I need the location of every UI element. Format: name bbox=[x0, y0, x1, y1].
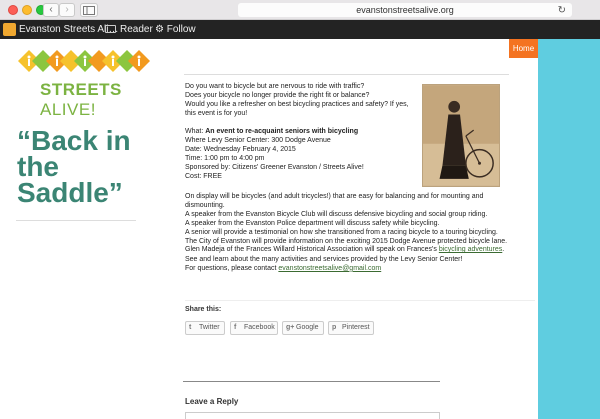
close-window-button[interactable] bbox=[8, 5, 18, 15]
detail-line: A speaker from the Evanston Bicycle Club will discuss defensive bicycling and social group riding. bbox=[185, 210, 488, 218]
event-cost: Cost: FREE bbox=[185, 172, 222, 180]
follow-button[interactable] bbox=[155, 24, 196, 35]
home-menu-button[interactable]: Home bbox=[509, 39, 538, 58]
detail-line: Glen Madeja of the Frances Willard Historical Association will speak on Frances's bicycling adventures. bbox=[185, 246, 505, 254]
logo-wordmark: STREETS ALIVE! bbox=[40, 80, 122, 119]
event-sponsor: Sponsored by: Citizens' Greener Evanston / Streets Alive! bbox=[185, 163, 364, 171]
browser-titlebar bbox=[0, 0, 600, 20]
comment-textarea[interactable] bbox=[185, 412, 440, 419]
share-facebook-button[interactable]: f Facebook bbox=[230, 321, 278, 335]
share-google-button[interactable]: g+ Google bbox=[282, 321, 324, 335]
event-date: Date: Wednesday February 4, 2015 bbox=[185, 145, 296, 153]
url-text: evanstonstreetsalive.org bbox=[356, 5, 454, 15]
content-divider bbox=[184, 74, 509, 75]
site-title-link[interactable]: Evanston Streets Ali… bbox=[19, 24, 119, 35]
contact-line: For questions, please contact evanstonstreetsalive@gmail.com bbox=[185, 264, 382, 272]
share-heading: Share this: bbox=[185, 306, 222, 313]
google-plus-icon: g+ bbox=[286, 324, 295, 331]
contact-paragraph bbox=[185, 256, 525, 274]
post-title: “Back in the Saddle” bbox=[17, 125, 131, 208]
comments-divider bbox=[183, 381, 440, 382]
leave-reply-heading: Leave a Reply bbox=[185, 397, 239, 406]
intro-line: Does your bicycle no longer provide the right fit or balance? bbox=[185, 91, 370, 99]
detail-line: The City of Evanston will provide information on the exciting 2015 Dodge Avenue protected bicycle lane. bbox=[185, 237, 508, 245]
intro-line: this event is for you! bbox=[185, 109, 248, 117]
follow-icon: ⚙ bbox=[155, 24, 167, 35]
display-details bbox=[185, 193, 525, 255]
sidebar-divider bbox=[16, 220, 136, 221]
site-logo[interactable] bbox=[18, 50, 150, 119]
detail-line: A speaker from the Evanston Police department will discuss safety while bicycling. bbox=[185, 219, 440, 227]
detail-line: A senior will provide a testimonial on how she transitioned from a racing bicycle to a touring bicycling. bbox=[185, 228, 498, 236]
contact-email-link[interactable]: evanstonstreetsalive@gmail.com bbox=[278, 264, 382, 272]
reader-button[interactable] bbox=[105, 24, 153, 35]
reader-icon bbox=[105, 25, 116, 33]
share-divider bbox=[185, 300, 535, 301]
reload-icon[interactable]: ↻ bbox=[557, 5, 566, 16]
intro-paragraph bbox=[185, 83, 415, 119]
forward-button[interactable] bbox=[59, 3, 75, 17]
back-button[interactable] bbox=[43, 3, 59, 17]
pinterest-icon: p bbox=[332, 324, 337, 331]
vintage-bicycle-photo bbox=[422, 84, 500, 187]
follow-label: Follow bbox=[166, 24, 196, 35]
event-what: What: An event to re-acquaint seniors with bicycling bbox=[185, 128, 359, 135]
share-twitter-button[interactable]: t Twitter bbox=[185, 321, 225, 335]
sidebar-toggle-button[interactable] bbox=[80, 3, 98, 17]
address-bar[interactable] bbox=[238, 3, 572, 17]
logo-figures-icon bbox=[18, 50, 150, 72]
intro-line: Do you want to bicycle but are nervous to ride with traffic? bbox=[185, 83, 365, 90]
bicycling-adventures-link[interactable]: bicycling adventures bbox=[438, 246, 503, 254]
sidebar-icon bbox=[83, 6, 95, 15]
event-time: Time: 1:00 pm to 4:00 pm bbox=[185, 154, 265, 162]
site-favicon-icon bbox=[3, 23, 16, 36]
learn-more-line: See and learn about the many activities and services provided by the Levy Senior Center! bbox=[185, 256, 463, 263]
intro-line: Would you like a refresher on best bicycling practices and safety? If yes, bbox=[185, 100, 409, 108]
detail-line: On display will be bicycles (and adult tricycles!) that are easy for balancing and for mounting and dismounting. bbox=[185, 193, 484, 209]
twitter-icon: t bbox=[189, 324, 192, 331]
event-details bbox=[185, 128, 415, 181]
site-toolbar bbox=[0, 20, 600, 39]
reader-label: Reader bbox=[120, 24, 153, 35]
right-color-strip bbox=[538, 39, 600, 419]
event-where: Where Levy Senior Center: 300 Dodge Avenue bbox=[185, 136, 331, 144]
chevron-right-icon: › bbox=[65, 4, 69, 15]
facebook-icon: f bbox=[234, 324, 237, 331]
chevron-left-icon: ‹ bbox=[49, 4, 53, 15]
share-pinterest-button[interactable]: p Pinterest bbox=[328, 321, 374, 335]
minimize-window-button[interactable] bbox=[22, 5, 32, 15]
